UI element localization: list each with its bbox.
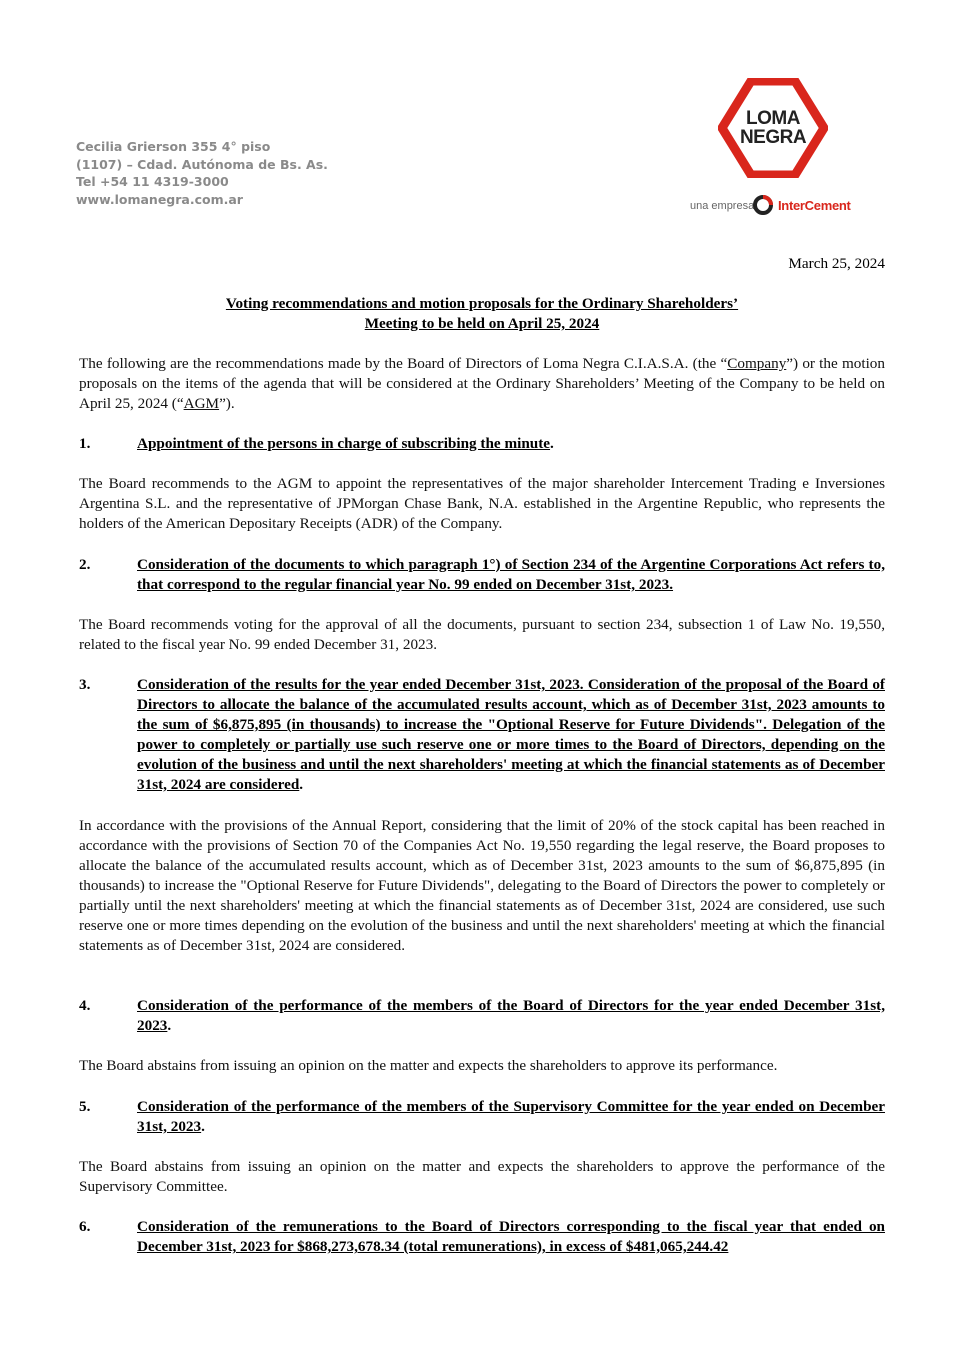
item-heading — [137, 434, 885, 454]
logo-text-line2: NEGRA — [739, 127, 807, 148]
document-title — [79, 294, 885, 334]
item-heading-text: Consideration of the performance of the members of the Board of Directors for the year ended December 31st, 2023 — [137, 997, 885, 1034]
document-date: March 25, 2024 — [788, 255, 885, 272]
item-2-recommendation: The Board recommends voting for the approval of all the documents, pursuant to section 234, subsection 1 of Law No. 19,550, related to the fiscal year No. 99 ended December 31, 2023. — [79, 616, 885, 653]
item-5-recommendation: The Board abstains from issuing an opinion on the matter and expects the shareholders to approve the performance of the Supervisory Committee. — [79, 1158, 885, 1195]
item-3-recommendation: In accordance with the provisions of the Annual Report, considering that the limit of 20% of the stock capital has been reached in accordance with the provisions of Section 70 of the Companies Act No. 19,550 regarding the legal reserve, the Board proposes to allocate the balance of the accumulated results account, which as of December 31st, 2023 amounts to the sum of $6,875,895 (in thousands) to increase the "Optional Reserve for Future Dividends", delegating to the Board of Directors the power to completely or partially until the next shareholders' meeting at which the financial statements as of December 31st, 2024 are considered, use such reserve one or more times depending on the evolution of the business and until the next shareholders' meeting at which the financial statements as of December 31st, 2024 are considered. — [79, 817, 885, 954]
item-heading-text: Appointment of the persons in charge of subscribing the minute — [137, 435, 551, 452]
item-heading-suffix: . — [550, 435, 554, 452]
item-heading-text: Consideration of the documents to which paragraph 1°) of Section 234 of the Argentine Corporations Act refers to, that correspond to the regular financial year No. 99 ended on December 31st, 2023. — [137, 556, 885, 593]
loma-negra-logo — [718, 78, 828, 178]
intro-text: ”) or the motion proposals on the items of the agenda that will be considered at the Ordinary Shareholders’ Meeting of the Company to be held on April 25, 2024 (“ — [79, 355, 885, 412]
title-line: Voting recommendations and motion proposals for the Ordinary Shareholders’ — [225, 295, 739, 312]
logo-text-line1: LOMA — [746, 108, 800, 129]
intro-paragraph — [79, 354, 885, 414]
tagline-prefix: una empresa — [690, 200, 755, 212]
item-heading-suffix: . — [299, 776, 304, 793]
tagline-brand: InterCement — [778, 198, 851, 213]
item-4-recommendation: The Board abstains from issuing an opinion on the matter and expects the shareholders to approve its performance. — [79, 1057, 778, 1074]
item-heading-text: Consideration of the results for the year ended December 31st, 2023. Consideration of the proposal of the Board of Directors to allocate the balance of the accumulated results account, which as of December 31st, 2023 amounts to the sum of $6,875,895 (in thousands) to increase the "Optional Reserve for Future Dividends". Delegation of the power to completely or partially use such reserve one or more times to the Board of Directors, depending on the evolution of the business and until the next shareholders' meeting at which the financial statements as of December 31st, 2024 are considered — [137, 676, 885, 793]
item-heading — [137, 675, 885, 795]
agenda-item-2 — [79, 555, 885, 595]
agenda-item-1 — [79, 434, 885, 454]
item-heading-suffix: . — [167, 1017, 172, 1034]
item-heading — [137, 555, 885, 595]
company-address — [76, 138, 328, 208]
item-number: 2. — [79, 556, 91, 573]
item-heading — [137, 1097, 885, 1137]
intercement-ring-icon — [752, 194, 774, 216]
item-heading — [137, 996, 885, 1036]
defined-term-company: Company — [727, 355, 787, 372]
website-line: www.lomanegra.com.ar — [76, 191, 243, 207]
item-heading-text: Consideration of the performance of the members of the Supervisory Committee for the year ended on December 31st, 2023 — [137, 1098, 885, 1135]
address-line: Tel +54 11 4319-3000 — [76, 174, 229, 189]
agenda-item-5 — [79, 1097, 885, 1137]
defined-term-agm: AGM — [183, 395, 220, 412]
intro-text: The following are the recommendations made by the Board of Directors of Loma Negra C.I.A.S.A. (the “ — [79, 355, 728, 372]
item-heading-text: Consideration of the remunerations to the Board of Directors corresponding to the fiscal year that ended on December 31st, 2023 for $868,273,678.34 (total remunerations), in excess of $481,065,244.42 — [137, 1218, 885, 1255]
address-line: (1107) – Cdad. Autónoma de Bs. As. — [76, 156, 328, 172]
item-number: 4. — [79, 997, 91, 1014]
intro-text: ”). — [219, 395, 235, 412]
item-1-recommendation: The Board recommends to the AGM to appoint the representatives of the major shareholder Intercement Trading e Inversiones Argentina S.L. and the representative of JPMorgan Chase Bank, N.A. established in the Argentine Republic, who represents the holders of the American Depositary Receipts (ADR) of the Company. — [79, 475, 885, 532]
item-heading-suffix: . — [201, 1118, 205, 1135]
agenda-item-4 — [79, 996, 885, 1036]
item-heading — [137, 1217, 885, 1257]
item-number: 6. — [79, 1218, 91, 1235]
agenda-item-3 — [79, 675, 885, 795]
item-number: 5. — [79, 1098, 91, 1115]
item-number: 1. — [79, 435, 91, 452]
item-number: 3. — [79, 676, 91, 693]
title-line: Meeting to be held on April 25, 2024 — [364, 315, 600, 332]
agenda-item-6 — [79, 1217, 885, 1257]
address-line: Cecilia Grierson 355 4° piso — [76, 139, 271, 154]
group-tagline — [690, 193, 870, 221]
